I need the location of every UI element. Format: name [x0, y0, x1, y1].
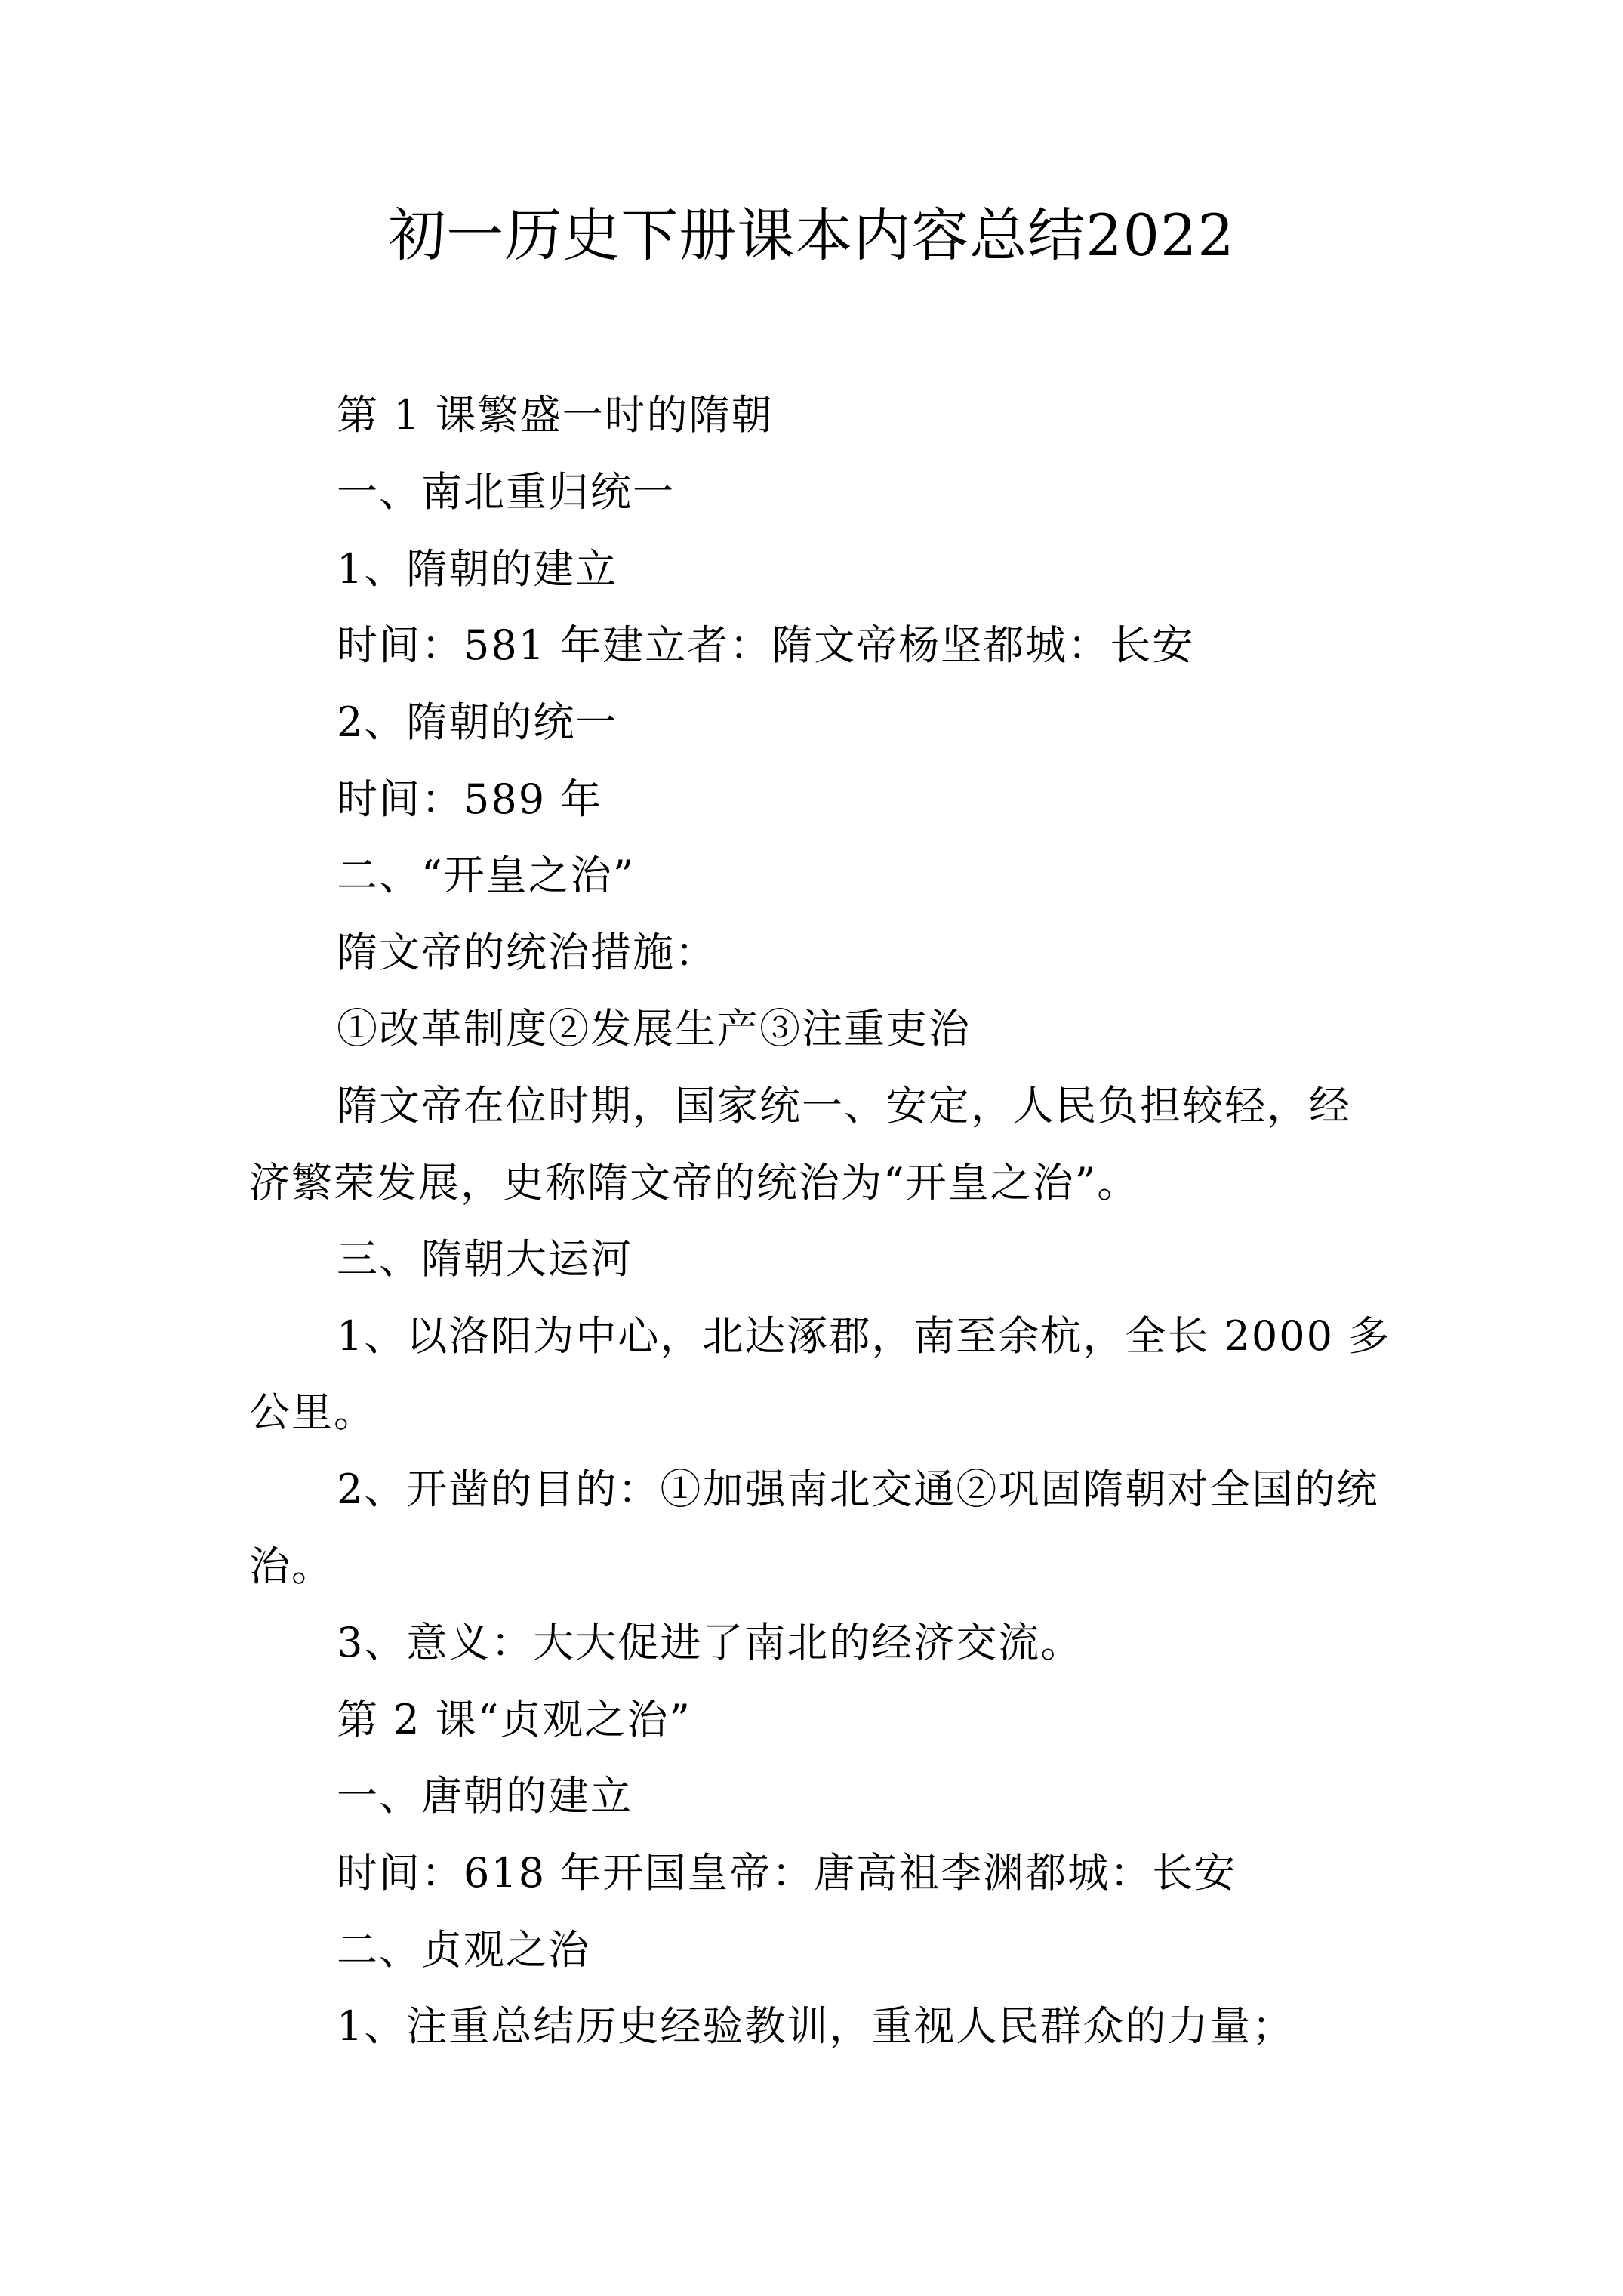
- paragraph-line: 隋文帝在位时期，国家统一、安定，人民负担较轻，经: [337, 1082, 1351, 1130]
- section-heading: 一、南北重归统一: [337, 468, 675, 516]
- body-text: 时间：618 年开国皇帝：唐高祖李渊都城：长安: [337, 1849, 1237, 1897]
- subsection-heading: 1、隋朝的建立: [337, 545, 618, 593]
- section-heading: 一、唐朝的建立: [337, 1772, 633, 1820]
- body-text: 时间：581 年建立者：隋文帝杨坚都城：长安: [337, 621, 1195, 669]
- paragraph-line: 2、开凿的目的：①加强南北交通②巩固隋朝对全国的统: [337, 1465, 1379, 1513]
- body-text: 1、注重总结历史经验教训，重视人民群众的力量；: [337, 2002, 1295, 2050]
- paragraph-line: 1、以洛阳为中心，北达涿郡，南至余杭，全长 2000 多: [337, 1312, 1391, 1360]
- section-heading: 二、“开皇之治”: [337, 852, 636, 899]
- paragraph-line: 济繁荣发展，史称隋文帝的统治为“开皇之治”。: [249, 1159, 1140, 1207]
- body-text: 3、意义：大大促进了南北的经济交流。: [337, 1619, 1083, 1666]
- lesson-2-heading: 第 2 课“贞观之治”: [337, 1696, 691, 1743]
- lesson-1-heading: 第 1 课繁盛一时的隋朝: [337, 391, 774, 439]
- paragraph-line: 公里。: [249, 1388, 376, 1436]
- body-text: 隋文帝的统治措施：: [337, 929, 717, 976]
- subsection-heading: 2、隋朝的统一: [337, 698, 618, 746]
- section-heading: 二、贞观之治: [337, 1926, 590, 1974]
- section-heading: 三、隋朝大运河: [337, 1235, 633, 1283]
- body-text: 时间：589 年: [337, 775, 603, 823]
- document-title: 初一历史下册课本内容总结2022: [388, 202, 1235, 269]
- body-text: ①改革制度②发展生产③注重吏治: [337, 1005, 971, 1052]
- paragraph-line: 治。: [249, 1542, 334, 1590]
